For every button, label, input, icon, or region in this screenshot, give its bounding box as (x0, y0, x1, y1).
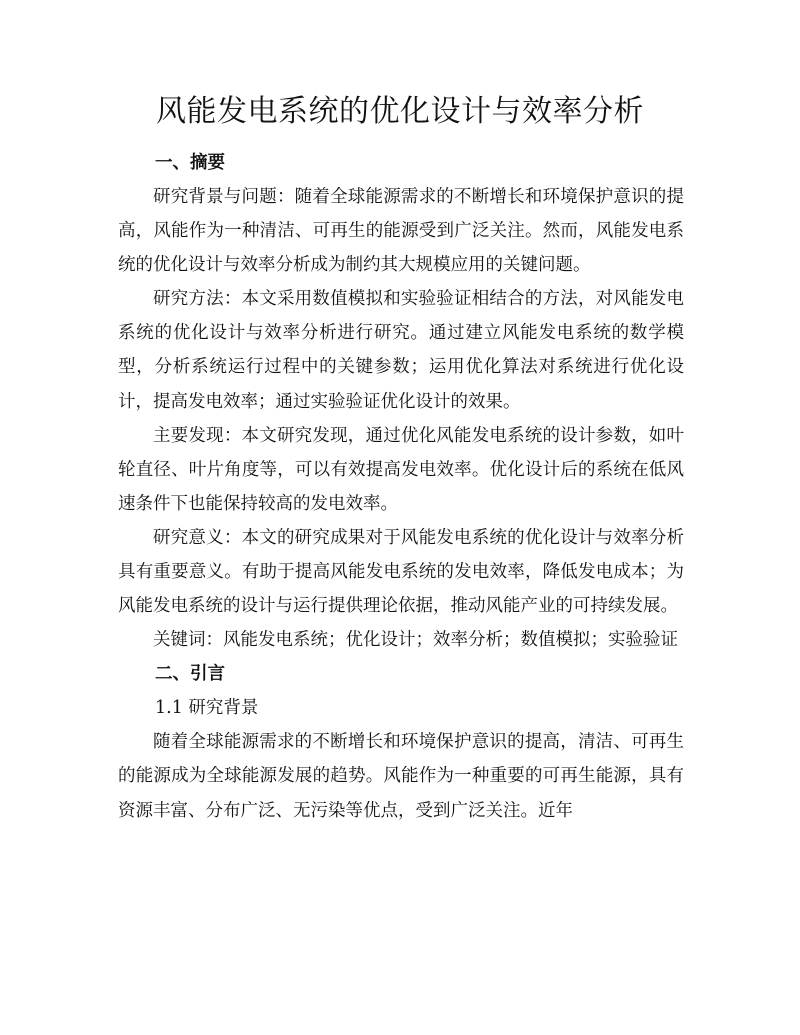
section-heading-abstract: 一、摘要 (155, 153, 225, 173)
keywords-paragraph: 关键词：风能发电系统；优化设计；效率分析；数值模拟；实验验证 (153, 630, 678, 651)
abstract-significance-paragraph: 研究意义：本文的研究成果对于风能发电系统的优化设计与效率分析具有重要意义。有助于提高风能发电系统的发电效率，降低发电成本；为风能发电系统的设计与运行提供理论依据，推动风能产业的可持续发展。 (118, 527, 684, 617)
abstract-methods-paragraph: 研究方法：本文采用数值模拟和实验验证相结合的方法，对风能发电系统的优化设计与效率分析进行研究。通过建立风能发电系统的数学模型，分析系统运行过程中的关键参数；运用优化算法对系统进行优化设计，提高发电效率；通过实验验证优化设计的效果。 (118, 289, 684, 412)
section-heading-introduction: 二、引言 (155, 664, 225, 685)
introduction-paragraph: 随着全球能源需求的不断增长和环境保护意识的提高，清洁、可再生的能源成为全球能源发展的趋势。风能作为一种重要的可再生能源，具有资源丰富、分布广泛、无污染等优点，受到广泛关注。近年 (118, 732, 684, 821)
document-body (118, 146, 684, 828)
document-title: 风能发电系统的优化设计与效率分析 (156, 94, 644, 129)
abstract-findings-paragraph: 主要发现：本文研究发现，通过优化风能发电系统的设计参数，如叶轮直径、叶片角度等，可以有效提高发电效率。优化设计后的系统在低风速条件下也能保持较高的发电效率。 (118, 425, 684, 514)
abstract-background-paragraph: 研究背景与问题：随着全球能源需求的不断增长和环境保护意识的提高，风能作为一种清洁、可再生的能源受到广泛关注。然而，风能发电系统的优化设计与效率分析成为制约其大规模应用的关键问题。 (118, 187, 684, 276)
subsection-heading-research-background: 1.1 研究背景 (155, 698, 259, 719)
